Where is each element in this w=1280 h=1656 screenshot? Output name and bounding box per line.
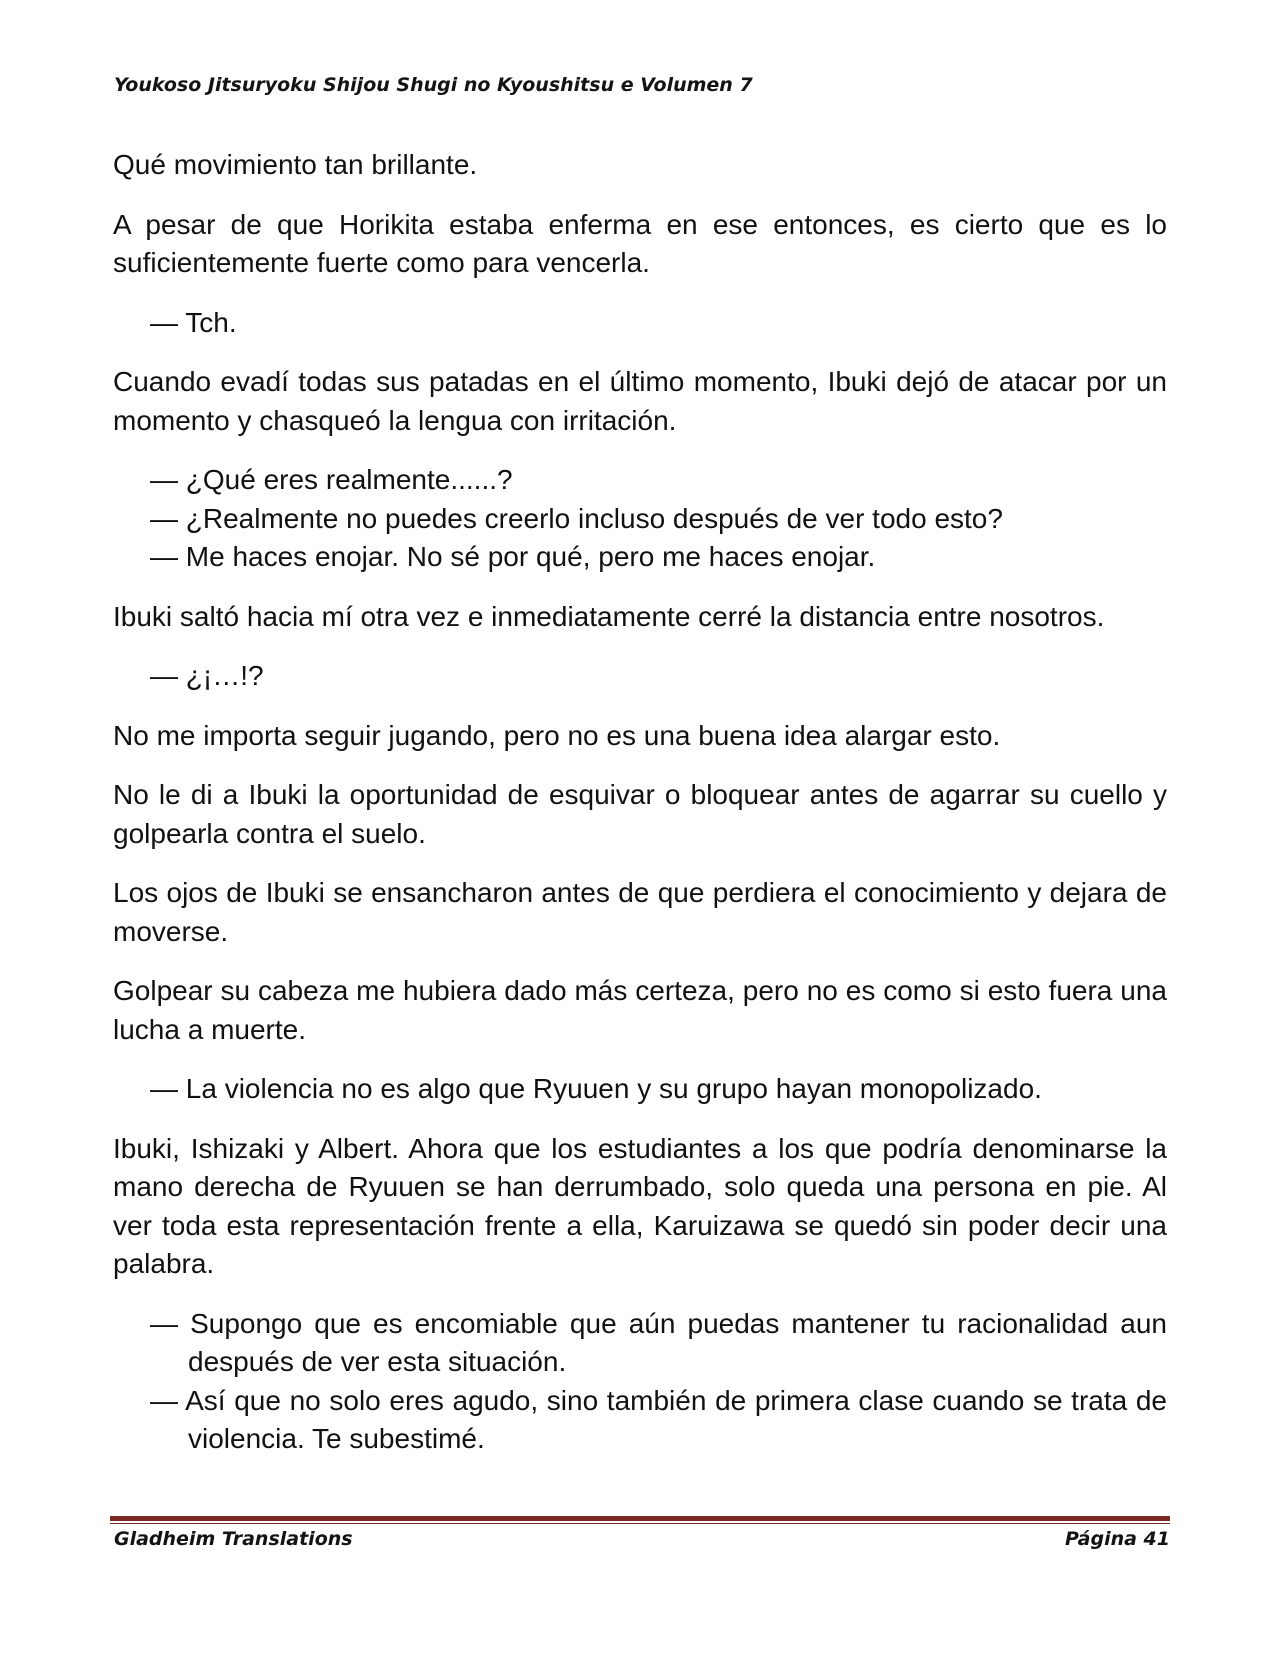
paragraph: No le di a Ibuki la oportunidad de esquivar o bloquear antes de agarrar su cuello y golpearla contra el suelo. <box>113 779 1167 849</box>
dialog-group <box>113 461 1167 577</box>
footer-page-number: Página 41 <box>1064 1528 1170 1550</box>
dialog-group <box>113 304 1167 343</box>
dialog-line: — Tch. <box>150 306 237 338</box>
dialog-line: — ¿¡…!? <box>150 660 264 691</box>
paragraph: Ibuki saltó hacia mí otra vez e inmediatamente cerré la distancia entre nosotros. <box>113 600 1105 632</box>
dialog-group <box>113 1305 1167 1459</box>
dialog-line: — Me haces enojar. No sé por qué, pero me haces enojar. <box>150 541 876 572</box>
paragraph: Qué movimiento tan brillante. <box>113 149 478 180</box>
header-title: Youkoso Jitsuryoku Shijou Shugi no Kyoushitsu e Volumen 7 <box>114 74 753 96</box>
dialog-line: — ¿Realmente no puedes creerlo incluso después de ver todo esto? <box>150 502 1003 534</box>
page-body <box>113 146 1167 1480</box>
paragraph: Ibuki, Ishizaki y Albert. Ahora que los estudiantes a los que podría denominarse la mano derecha de Ryuuen se han derrumbado, solo queda una persona en pie. Al ver toda esta representación frente a ella, Karuizawa se quedó sin poder decir una palabra. <box>113 1132 1167 1279</box>
dialog-group <box>113 657 1167 696</box>
paragraph: A pesar de que Horikita estaba enferma en ese entonces, es cierto que es lo suficientemente fuerte como para vencerla. <box>113 208 1167 278</box>
paragraph: Cuando evadí todas sus patadas en el último momento, Ibuki dejó de atacar por un momento y chasqueó la lengua con irritación. <box>113 366 1167 436</box>
paragraph: No me importa seguir jugando, pero no es una buena idea alargar esto. <box>113 719 1001 751</box>
dialog-group <box>113 1070 1167 1109</box>
dialog-line: — La violencia no es algo que Ryuuen y su grupo hayan monopolizado. <box>150 1073 1042 1104</box>
footer-divider-thin <box>110 1523 1170 1524</box>
footer-publisher: Gladheim Translations <box>114 1528 353 1550</box>
paragraph: Golpear su cabeza me hubiera dado más certeza, pero no es como si esto fuera una lucha a muerte. <box>113 975 1167 1045</box>
footer-divider-thick <box>110 1516 1170 1521</box>
dialog-line: — ¿Qué eres realmente......? <box>150 464 513 495</box>
footer-divider <box>110 1516 1170 1526</box>
dialog-line: — Supongo que es encomiable que aún puedas mantener tu racionalidad aun después de ver esta situación. <box>150 1307 1167 1377</box>
paragraph: Los ojos de Ibuki se ensancharon antes de que perdiera el conocimiento y dejara de moverse. <box>113 877 1167 947</box>
dialog-line: — Así que no solo eres agudo, sino también de primera clase cuando se trata de violencia. Te subestimé. <box>150 1384 1167 1454</box>
